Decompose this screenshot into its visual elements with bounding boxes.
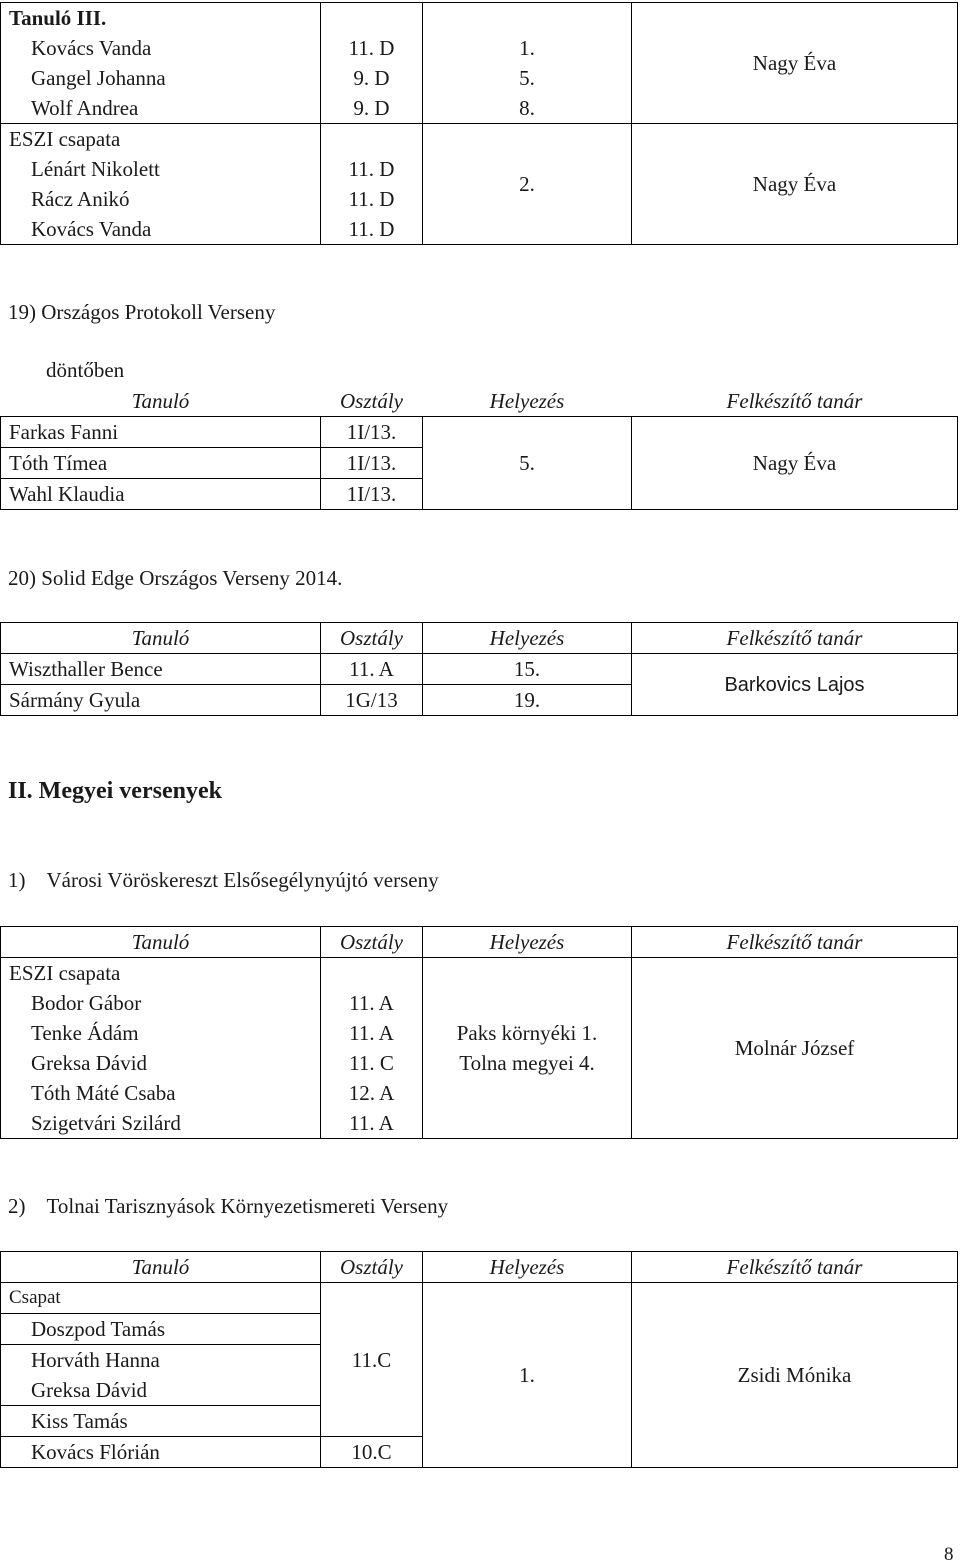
student-class: 11. A: [321, 654, 423, 685]
table-tarisznyasok: [0, 1251, 958, 1468]
team-member: Kiss Tamás: [1, 1406, 321, 1437]
student-name: Wahl Klaudia: [1, 479, 321, 510]
member-class: 11. A: [321, 1108, 423, 1139]
student-name: Farkas Fanni: [1, 417, 321, 448]
team-member: Doszpod Tamás: [1, 1314, 321, 1345]
header-class: Osztály: [321, 623, 423, 654]
teacher-cell: Nagy Éva: [632, 124, 958, 245]
student-class: 1I/13.: [321, 479, 423, 510]
header-teacher: Felkészítő tanár: [632, 1252, 958, 1283]
place-cell: 1.: [423, 1283, 632, 1468]
team-member: Kovács Vanda: [1, 214, 321, 245]
member-class: 11. D: [321, 214, 423, 245]
student-class: 1I/13.: [321, 417, 423, 448]
header-student: Tanuló: [131, 389, 190, 413]
page-number: 8: [944, 1544, 954, 1565]
place-line-1: Paks környéki 1.: [456, 1021, 598, 1045]
student-class: 1G/13: [321, 685, 423, 716]
student-name: Wolf Andrea: [1, 93, 321, 124]
student-place: 8.: [423, 93, 632, 124]
student-class: 9. D: [321, 63, 423, 93]
section-title-m2: 2) Tolnai Tarisznyások Környezetismereti Verseny: [8, 1194, 449, 1218]
teacher-cell: Barkovics Lajos: [632, 654, 958, 716]
teacher-cell: Molnár József: [632, 958, 958, 1139]
section-title-m1: 1) Városi Vöröskereszt Elsősegélynyújtó verseny: [8, 868, 439, 892]
header-teacher: Felkészítő tanár: [632, 623, 958, 654]
team-member: Tóth Máté Csaba: [1, 1078, 321, 1108]
section-title-20: 20) Solid Edge Országos Verseny 2014.: [8, 566, 343, 590]
team-member: Greksa Dávid: [1, 1375, 321, 1406]
teacher-cell: Nagy Éva: [632, 3, 958, 124]
class-cell: 11.C: [321, 1283, 423, 1437]
header-place: Helyezés: [423, 623, 632, 654]
team-member: Horváth Hanna: [1, 1345, 321, 1376]
table-voroskereszt: [0, 926, 958, 1139]
member-class: 12. A: [321, 1078, 423, 1108]
team-label: Csapat: [1, 1283, 321, 1314]
member-class: 11. D: [321, 184, 423, 214]
section-title-19: 19) Országos Protokoll Verseny: [8, 300, 276, 324]
place-line-2: Tolna megyei 4.: [459, 1051, 595, 1075]
place-cell: [423, 958, 632, 1139]
header-place: Helyezés: [489, 389, 565, 413]
table-solid-edge: [0, 622, 958, 716]
header-teacher: Felkészítő tanár: [632, 927, 958, 958]
team-member: Kovács Flórián: [1, 1437, 321, 1468]
student-place: 1.: [423, 33, 632, 63]
member-class: 11. A: [321, 1018, 423, 1048]
team-place: 2.: [423, 124, 632, 245]
team-member: Lénárt Nikolett: [1, 154, 321, 184]
table-protokoll: [0, 386, 958, 510]
student-place: 5.: [423, 63, 632, 93]
member-class: 11. D: [321, 154, 423, 184]
class-cell: 10.C: [321, 1437, 423, 1468]
header-teacher: Felkészítő tanár: [726, 389, 863, 413]
teacher-cell: Zsidi Mónika: [632, 1283, 958, 1468]
student-class: 1I/13.: [321, 448, 423, 479]
team-member: Bodor Gábor: [1, 988, 321, 1018]
header-place: Helyezés: [423, 927, 632, 958]
table-heading: Tanuló III.: [1, 3, 321, 34]
header-class: Osztály: [321, 1252, 423, 1283]
teacher-cell: Nagy Éva: [632, 417, 958, 510]
team-label: ESZI csapata: [1, 124, 321, 155]
team-member: Greksa Dávid: [1, 1048, 321, 1078]
header-student: Tanuló: [1, 623, 321, 654]
member-class: 11. C: [321, 1048, 423, 1078]
student-place: 19.: [423, 685, 632, 716]
section-subtitle: döntőben: [46, 358, 125, 382]
team-label: ESZI csapata: [1, 958, 321, 989]
header-student: Tanuló: [1, 927, 321, 958]
student-name: Kovács Vanda: [1, 33, 321, 63]
student-name: Wiszthaller Bence: [1, 654, 321, 685]
section-heading: II. Megyei versenyek: [8, 778, 222, 804]
student-place: 15.: [423, 654, 632, 685]
header-class: Osztály: [340, 389, 403, 413]
student-name: Sármány Gyula: [1, 685, 321, 716]
student-class: 9. D: [321, 93, 423, 124]
student-name: Tóth Tímea: [1, 448, 321, 479]
team-member: Tenke Ádám: [1, 1018, 321, 1048]
header-class: Osztály: [321, 927, 423, 958]
student-class: 11. D: [321, 33, 423, 63]
header-place: Helyezés: [423, 1252, 632, 1283]
place-cell: 5.: [423, 417, 632, 510]
member-class: 11. A: [321, 988, 423, 1018]
team-member: Rácz Anikó: [1, 184, 321, 214]
student-name: Gangel Johanna: [1, 63, 321, 93]
team-member: Szigetvári Szilárd: [1, 1108, 321, 1139]
header-student: Tanuló: [1, 1252, 321, 1283]
table-tanulo-iii: [0, 2, 958, 245]
